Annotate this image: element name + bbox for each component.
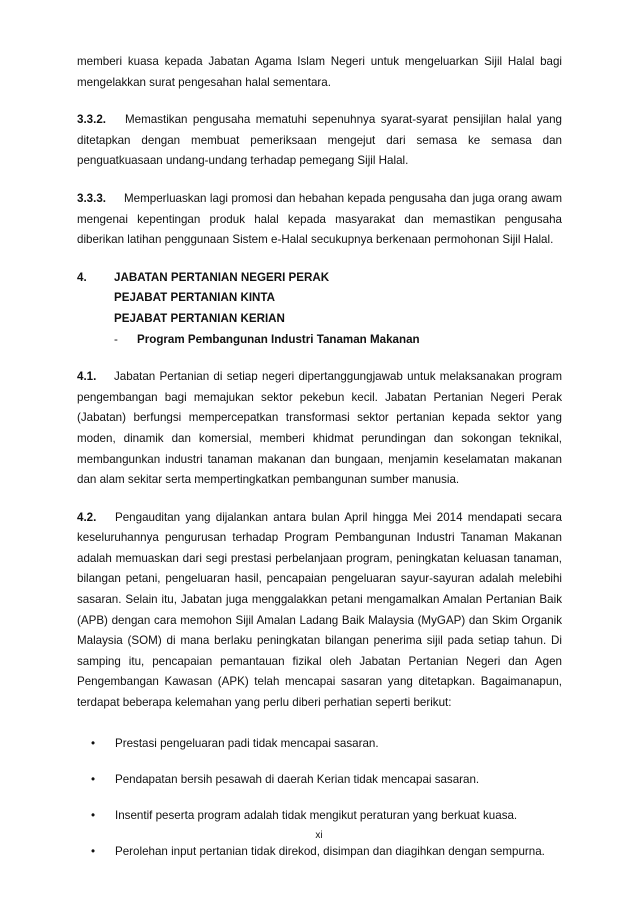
list-item-text: Perolehan input pertanian tidak direkod, disimpan dan diagihkan dengan sempurna. (115, 844, 545, 858)
page-number: xi (315, 830, 323, 841)
paragraph-4-2 (77, 508, 562, 714)
section-title-line-1: JABATAN PERTANIAN NEGERI PERAK (114, 270, 330, 284)
section-number: 4. (77, 270, 87, 284)
paragraph-text: Pengauditan yang dijalankan antara bulan April hingga Mei 2014 mendapati secara keseluruhannya pengurusan terhadap Program Pembangunan Industri Tanaman Makanan adalah memuaskan dari segi prestasi perbelanjaan program, peningkatan keluasan tanaman, bilangan petani, pengeluaran hasil, pencapaian pengeluaran sayur-sayuran adalah melebihi sasaran. Selain itu, Jabatan juga menggalakkan petani mengamalkan Amalan Pertanian Baik (APB) dengan cara memohon Sijil Amalan Ladang Baik Malaysia (MyGAP) dan Skim Organik Malaysia (SOM) di mana berlaku peningkatan bilangan penerima sijil pada setiap tahun. Di samping itu, pencapaian pemantauan fizikal oleh Jabatan Pertanian Negeri dan Agen Pengembangan Kawasan (APK) telah mencapai sasaran yang ditetapkan. Bagaimanapun, terdapat beberapa kelemahan yang perlu diberi perhatian seperti berikut: (77, 510, 562, 710)
section-heading (77, 268, 562, 350)
list-item-text: Insentif peserta program adalah tidak mengikut peraturan yang berkuat kuasa. (115, 808, 518, 822)
paragraph-4-1 (77, 367, 562, 491)
list-item (77, 734, 562, 755)
paragraph-text: Memperluaskan lagi promosi dan hebahan kepada pengusaha dan juga orang awam mengenai kepentingan produk halal kepada masyarakat dan memastikan pengusaha diberikan latihan penggunaan Sistem e-Halal secukupnya berkenaan permohonan Sijil Halal. (77, 191, 562, 247)
paragraph-number: 4.2. (77, 510, 97, 524)
section-title-line-3: PEJABAT PERTANIAN KERIAN (114, 311, 285, 325)
paragraph-number: 3.3.3. (77, 191, 107, 205)
paragraph-number: 4.1. (77, 370, 97, 384)
document-page (77, 52, 562, 878)
bullet-icon: • (91, 772, 96, 786)
bullet-icon: • (91, 808, 96, 822)
findings-list (77, 734, 562, 863)
list-item-text: Pendapatan bersih pesawah di daerah Kerian tidak mencapai sasaran. (115, 772, 480, 786)
list-item (77, 770, 562, 791)
list-item (77, 842, 562, 863)
bullet-icon: • (91, 844, 96, 858)
paragraph-continuation (77, 52, 562, 93)
dash-marker: - (114, 332, 118, 346)
paragraph-3-3-3 (77, 189, 562, 251)
section-subtitle-text: Program Pembangunan Industri Tanaman Makanan (137, 332, 420, 346)
paragraph-text: memberi kuasa kepada Jabatan Agama Islam Negeri untuk mengeluarkan Sijil Halal bagi mengelakkan surat pengesahan halal sementara. (77, 55, 562, 89)
section-title-line-2: PEJABAT PERTANIAN KINTA (114, 291, 276, 305)
list-item (77, 806, 562, 827)
paragraph-number: 3.3.2. (77, 113, 107, 127)
list-item-text: Prestasi pengeluaran padi tidak mencapai sasaran. (115, 736, 379, 750)
paragraph-text: Jabatan Pertanian di setiap negeri dipertanggungjawab untuk melaksanakan program pengembangan bagi memajukan sektor pekebun kecil. Jabatan Pertanian Negeri Perak (Jabatan) berfungsi mempercepatkan transformasi sektor pertanian kepada sektor yang moden, dinamik dan komersial, memberi khidmat perundingan dan sokongan teknikal, membangunkan industri tanaman makanan dan bungaan, menjamin keselamatan makanan dan alam sekitar serta mempertingkatkan pembangunan sumber manusia. (77, 370, 562, 487)
section-subtitle (77, 330, 562, 351)
paragraph-text: Memastikan pengusaha mematuhi sepenuhnya syarat-syarat pensijilan halal yang ditetapkan dengan membuat pemeriksaan mengejut dari semasa ke semasa dan penguatkuasaan undang-undang terhadap pemegang Sijil Halal. (77, 113, 562, 168)
paragraph-3-3-2 (77, 110, 562, 172)
bullet-icon: • (91, 736, 96, 750)
